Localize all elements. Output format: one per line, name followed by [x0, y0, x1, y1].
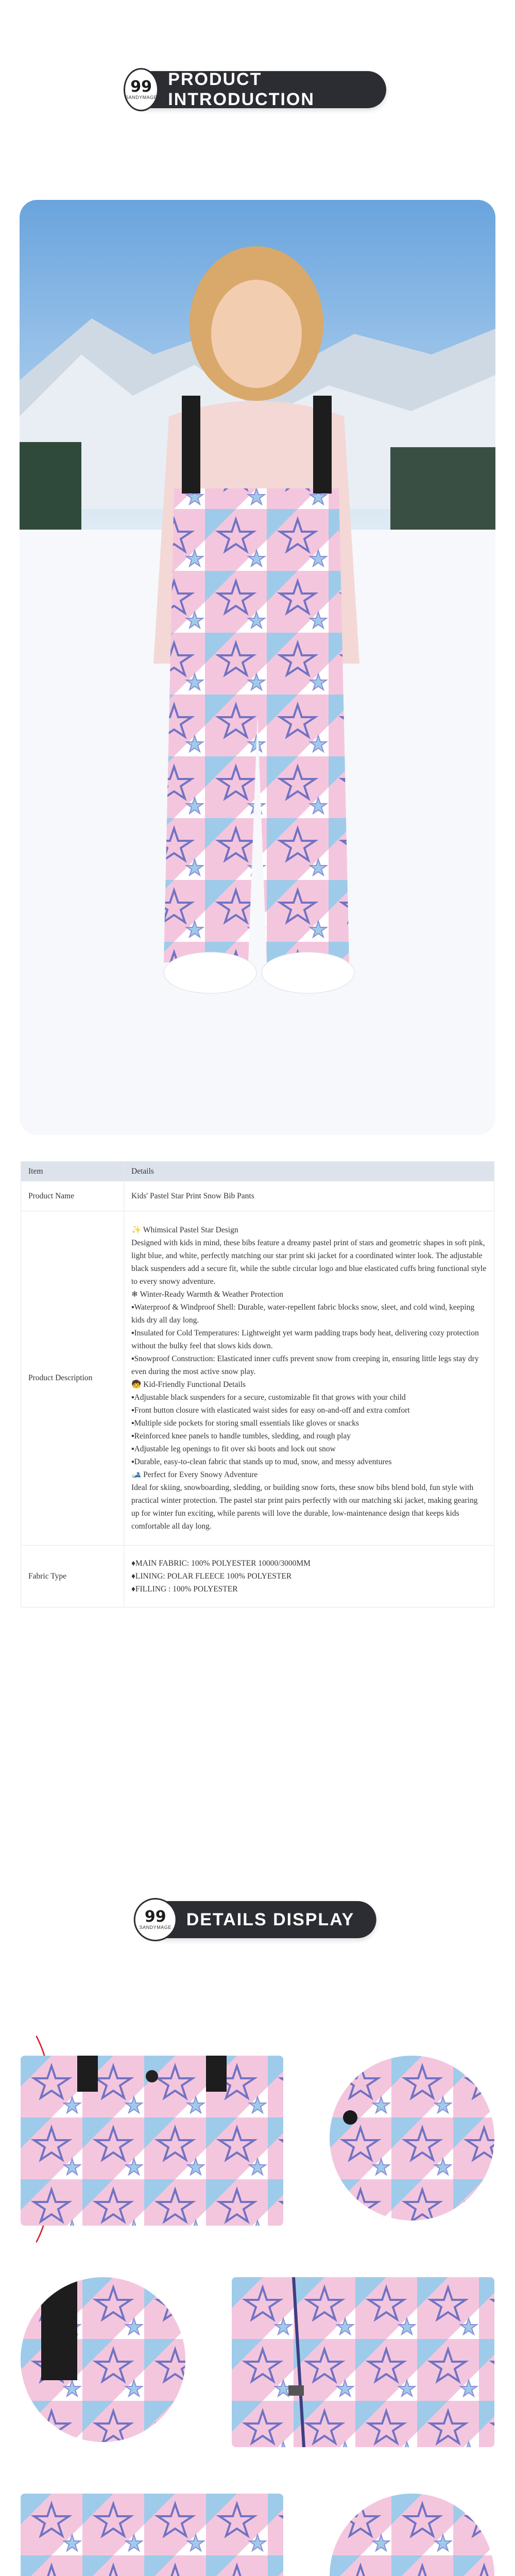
cell-description-value [124, 1211, 494, 1546]
table-row-fabric [21, 1546, 494, 1607]
detail-waist-illustration [21, 2056, 283, 2226]
cell-description-label: Product Description [21, 1211, 124, 1546]
section-title-product-introduction: PRODUCT INTRODUCTION [168, 70, 315, 109]
description-line: ▪Insulated for Cold Temperatures: Lightweight yet warm padding traps body heat, delivering cozy protection without the bulky feel that slows kids down. [131, 1329, 479, 1350]
brand-logo [124, 68, 159, 111]
cell-product-name-value: Kids' Pastel Star Print Snow Bib Pants [124, 1181, 494, 1211]
hero-illustration [20, 200, 495, 1135]
header-item: Item [21, 1162, 124, 1181]
logo-brand: SANDYMAGE [139, 1925, 171, 1930]
detail-image-fabric-print [21, 2494, 283, 2576]
section-pill-details-display [139, 1901, 376, 1938]
logo-brand: SANDYMAGE [125, 95, 158, 100]
description-line: ▪Multiple side pockets for storing small essentials like gloves or snacks [131, 1419, 359, 1428]
section-pill-product-introduction [125, 70, 386, 109]
description-line: Designed with kids in mind, these bibs feature a dreamy pastel print of stars and geometric shapes in soft pink, light blue, and white, perfectly matching our star print ski jacket for a coordinated winter look. The adjustable black suspenders add a secure fit, while the subtle circular logo and blue elasticated cuffs bring functional style to every snowy adventure. [131, 1239, 487, 1286]
description-line: ▪Reinforced knee panels to handle tumbles, sledding, and rough play [131, 1432, 351, 1440]
table-row-product-name [21, 1181, 494, 1211]
description-line: ▪Durable, easy-to-clean fabric that stands up to mud, snow, and messy adventures [131, 1458, 392, 1466]
detail-image-cuff [330, 2494, 494, 2576]
description-line: ▪Waterproof & Windproof Shell: Durable, water-repellent fabric blocks snow, sleet, and cold wind, keeping kids dry all day long. [131, 1303, 475, 1325]
logo-number: 99 [144, 1908, 166, 1926]
description-line: ▪Front button closure with elasticated waist sides for easy on-and-off and extra comfort [131, 1406, 410, 1415]
fabric-line: ♦FILLING : 100% POLYESTER [131, 1585, 238, 1594]
detail-image-suspender-clip [21, 2277, 185, 2442]
detail-image-waist [21, 2056, 283, 2226]
detail-zipper-illustration [232, 2277, 494, 2447]
description-line: ▪Adjustable black suspenders for a secure, customizable fit that grows with your child [131, 1393, 406, 1402]
detail-suspender-illustration [21, 2277, 185, 2442]
detail-cuff-illustration [330, 2494, 494, 2576]
description-line: Ideal for skiing, snowboarding, sledding, or building snow forts, these snow bibs blend bold, fun style with practical winter protection. The pastel star print pairs perfectly with our matching ski jacket, making gearing up for winter fun exciting, while parents will love the durable, low-maintenance design that keeps kids comfortable all day long. [131, 1483, 478, 1531]
cell-product-name-label: Product Name [21, 1181, 124, 1211]
description-line: 🎿 Perfect for Every Snowy Adventure [131, 1470, 258, 1479]
fabric-line: ♦MAIN FABRIC: 100% POLYESTER 10000/3000MM [131, 1559, 311, 1568]
description-line: ▪Snowproof Construction: Elasticated inner cuffs prevent snow from creeping in, ensuring little legs stay dry even during the most active snow play. [131, 1354, 479, 1376]
description-line: ❄ Winter-Ready Warmth & Weather Protection [131, 1290, 283, 1299]
logo-number: 99 [130, 78, 152, 96]
hero-product-photo [20, 200, 495, 1135]
description-line: ▪Adjustable leg openings to fit over ski boots and lock out snow [131, 1445, 336, 1453]
detail-fabric-illustration [21, 2494, 283, 2576]
table-row-description [21, 1211, 494, 1546]
section-title-details-display: DETAILS DISPLAY [186, 1909, 355, 1929]
brand-logo [134, 1898, 177, 1941]
detail-image-zipper [232, 2277, 494, 2447]
cell-fabric-label: Fabric Type [21, 1546, 124, 1607]
description-line: 🧒 Kid-Friendly Functional Details [131, 1380, 246, 1389]
table-header-row [21, 1162, 494, 1181]
detail-button-illustration [330, 2056, 494, 2221]
fabric-line: ♦LINING: POLAR FLEECE 100% POLYESTER [131, 1572, 292, 1581]
cell-fabric-value [124, 1546, 494, 1607]
detail-image-button-closeup [330, 2056, 494, 2221]
description-line: ✨ Whimsical Pastel Star Design [131, 1226, 238, 1234]
product-spec-table [21, 1161, 494, 1607]
header-details: Details [124, 1162, 494, 1181]
